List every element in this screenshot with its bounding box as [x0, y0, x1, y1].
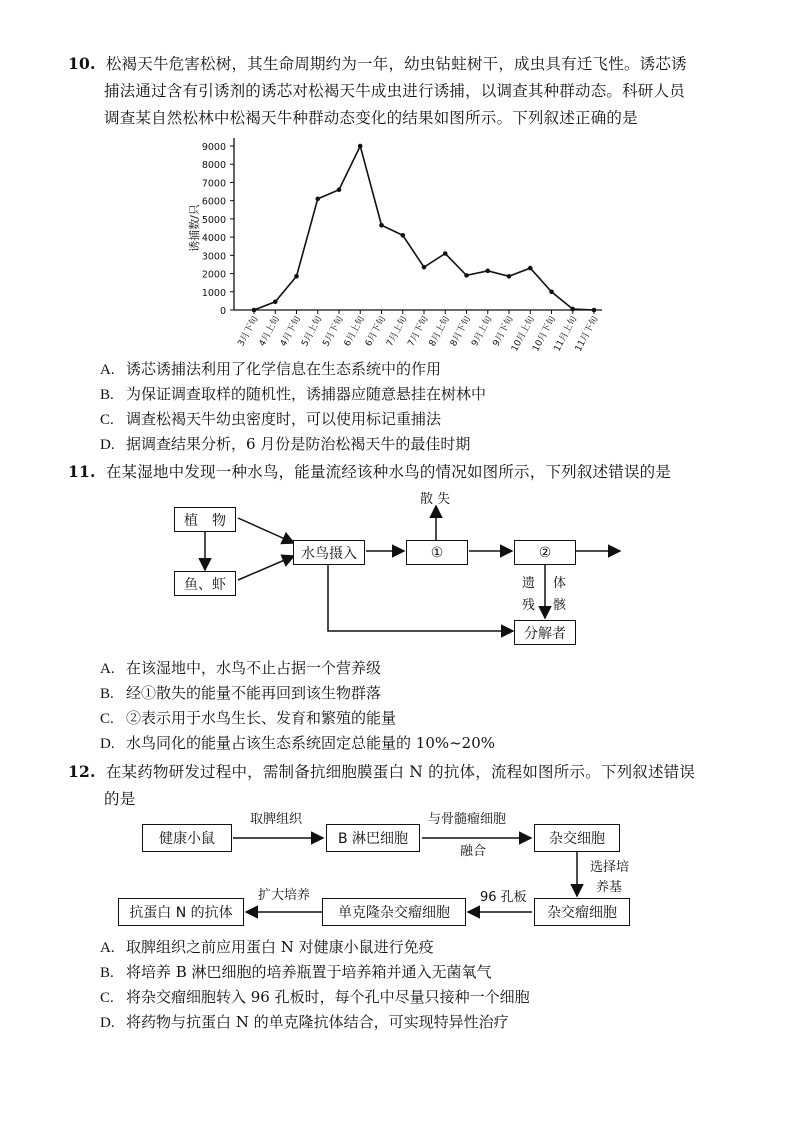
- question-10-stem: [68, 50, 768, 132]
- bird-intake-box: 水鸟摄入: [293, 540, 365, 565]
- step-select-label-bottom: 养基: [596, 880, 623, 895]
- step-spleen-label: 取脾组织: [250, 812, 303, 827]
- x-tick-label: 8月下旬: [448, 314, 474, 349]
- data-point: [592, 308, 597, 313]
- option-c[interactable]: C. 将杂交瘤细胞转入 96 孔板时，每个孔中尽量只接种一个细胞: [100, 988, 530, 1006]
- x-tick-label: 4月上旬: [257, 314, 282, 349]
- remains-label-top: 遗: [522, 576, 536, 591]
- chart-y-label: 诱捕数/只: [188, 204, 201, 252]
- question-number: 11.: [68, 462, 96, 481]
- energy-flow-arrows: [0, 480, 793, 650]
- y-tick-label: 6000: [201, 196, 226, 208]
- x-tick-label: 6月下旬: [363, 314, 389, 349]
- y-tick-label: 2000: [201, 269, 226, 281]
- remains-label-bottom: 残: [522, 598, 536, 613]
- data-point: [252, 308, 257, 313]
- node-2-box: ②: [514, 540, 576, 565]
- y-tick-label: 0: [219, 306, 226, 317]
- option-a[interactable]: A. 取脾组织之前应用蛋白 N 对健康小鼠进行免疫: [100, 938, 434, 956]
- question-10-options: [100, 357, 760, 457]
- data-point: [294, 274, 299, 279]
- healthy-mouse-box: 健康小鼠: [142, 824, 232, 852]
- stem-line: 调查某自然松林中松褐天牛种群动态变化的结果如图所示。下列叙述正确的是: [104, 109, 638, 127]
- b-cell-box: B 淋巴细胞: [326, 824, 420, 852]
- chart-points: [252, 144, 597, 313]
- step-fuse-label-bottom: 融合: [460, 844, 487, 859]
- step-expand-label: 扩大培养: [258, 888, 311, 903]
- option-a[interactable]: A. 诱芯诱捕法利用了化学信息在生态系统中的作用: [100, 360, 442, 378]
- data-point: [507, 274, 512, 279]
- y-tick-label: 1000: [201, 287, 226, 299]
- anti-n-antibody-box: 抗蛋白 N 的抗体: [118, 898, 244, 926]
- step-select-label-top: 选择培: [590, 860, 630, 875]
- hybridoma-cell-box: 杂交瘤细胞: [534, 898, 630, 926]
- option-b[interactable]: B. 经①散失的能量不能再回到该生物群落: [100, 684, 382, 702]
- x-tick-label: 10月上旬: [510, 314, 537, 354]
- question-number: 10.: [68, 54, 96, 73]
- step-fuse-label-top: 与骨髓瘤细胞: [428, 812, 507, 827]
- data-point: [549, 289, 554, 294]
- question-11-options: [100, 656, 760, 756]
- option-d[interactable]: D. 将药物与抗蛋白 N 的单克隆抗体结合，可实现特异性治疗: [100, 1013, 509, 1031]
- data-point: [570, 307, 575, 312]
- data-point: [422, 265, 427, 270]
- x-tick-label: 9月上旬: [470, 314, 495, 349]
- stem-line: 松褐天牛危害松树，其生命周期约为一年，幼虫钻蛀树干，成虫具有迁飞性。诱芯诱: [105, 55, 687, 73]
- decomposer-box: 分解者: [514, 620, 576, 645]
- y-tick-label: 8000: [201, 160, 226, 172]
- stem-line: 在某药物研发过程中，需制备抗细胞膜蛋白 N 的抗体，流程如图所示。下列叙述错误: [105, 763, 696, 781]
- option-c[interactable]: C. 调查松褐天牛幼虫密度时，可以使用标记重捕法: [100, 410, 442, 428]
- stem-line: 捕法通过含有引诱剂的诱芯对松褐天牛成虫进行诱捕，以调查其种群动态。科研人员: [104, 82, 685, 100]
- y-tick-label: 7000: [201, 178, 226, 190]
- x-tick-label: 7月上旬: [385, 314, 410, 349]
- x-tick-label: 6月上旬: [342, 314, 367, 349]
- question-number: 12.: [68, 762, 96, 781]
- option-b[interactable]: B. 将培养 B 淋巴细胞的培养瓶置于培养箱并通入无菌氧气: [100, 963, 492, 981]
- series-line: [254, 146, 594, 310]
- y-tick-label: 5000: [201, 214, 226, 226]
- y-tick-label: 9000: [201, 142, 226, 153]
- option-a[interactable]: A. 在该湿地中，水鸟不止占据一个营养级: [100, 659, 382, 677]
- stem-line: 的是: [104, 790, 136, 808]
- fish-shrimp-box: 鱼、虾: [174, 571, 236, 596]
- corpse-label-top: 体: [553, 576, 567, 591]
- y-tick-label: 3000: [201, 251, 226, 263]
- corpse-label-bottom: 骸: [553, 598, 567, 613]
- stem-line: 在某湿地中发现一种水鸟，能量流经该种水鸟的情况如图所示，下列叙述错误的是: [105, 463, 672, 481]
- x-tick-label: 11月下旬: [573, 314, 601, 354]
- x-tick-label: 3月下旬: [236, 314, 261, 349]
- x-tick-label: 9月下旬: [491, 314, 516, 349]
- option-c[interactable]: C. ②表示用于水鸟生长、发育和繁殖的能量: [100, 709, 397, 727]
- data-point: [464, 273, 469, 278]
- x-tick-label: 10月下旬: [531, 314, 559, 354]
- data-point: [528, 266, 533, 271]
- y-tick-label: 4000: [201, 233, 226, 245]
- node-1-box: ①: [406, 540, 468, 565]
- option-b[interactable]: B. 为保证调查取样的随机性，诱捕器应随意悬挂在树林中: [100, 385, 487, 403]
- x-tick-label: 11月上旬: [552, 314, 580, 354]
- x-tick-label: 7月下旬: [406, 314, 431, 349]
- lost-label: 散 失: [420, 492, 451, 507]
- data-point: [358, 144, 363, 149]
- chart-x-ticks: [235, 310, 601, 353]
- data-point: [400, 233, 405, 238]
- x-tick-label: 5月上旬: [300, 314, 325, 349]
- data-point: [379, 223, 384, 228]
- option-d[interactable]: D. 据调查结果分析，6 月份是防治松褐天牛的最佳时期: [100, 435, 471, 453]
- data-point: [443, 251, 448, 256]
- monoclonal-hybridoma-box: 单克隆杂交瘤细胞: [322, 898, 466, 926]
- data-point: [337, 187, 342, 192]
- x-tick-label: 5月下旬: [321, 314, 346, 349]
- data-point: [273, 300, 278, 305]
- step-96-well-label: 96 孔板: [480, 890, 527, 905]
- x-tick-label: 8月上旬: [427, 314, 452, 349]
- question-12-options: [100, 935, 780, 1035]
- hybrid-cell-box: 杂交细胞: [534, 824, 620, 852]
- x-tick-label: 4月下旬: [278, 314, 304, 349]
- chart-y-ticks: [202, 142, 234, 317]
- population-line-chart: [160, 132, 620, 357]
- data-point: [315, 197, 320, 202]
- data-point: [485, 269, 490, 274]
- option-d[interactable]: D. 水鸟同化的能量占该生态系统固定总能量的 10%~20%: [100, 734, 496, 752]
- plant-box: 植 物: [174, 507, 236, 532]
